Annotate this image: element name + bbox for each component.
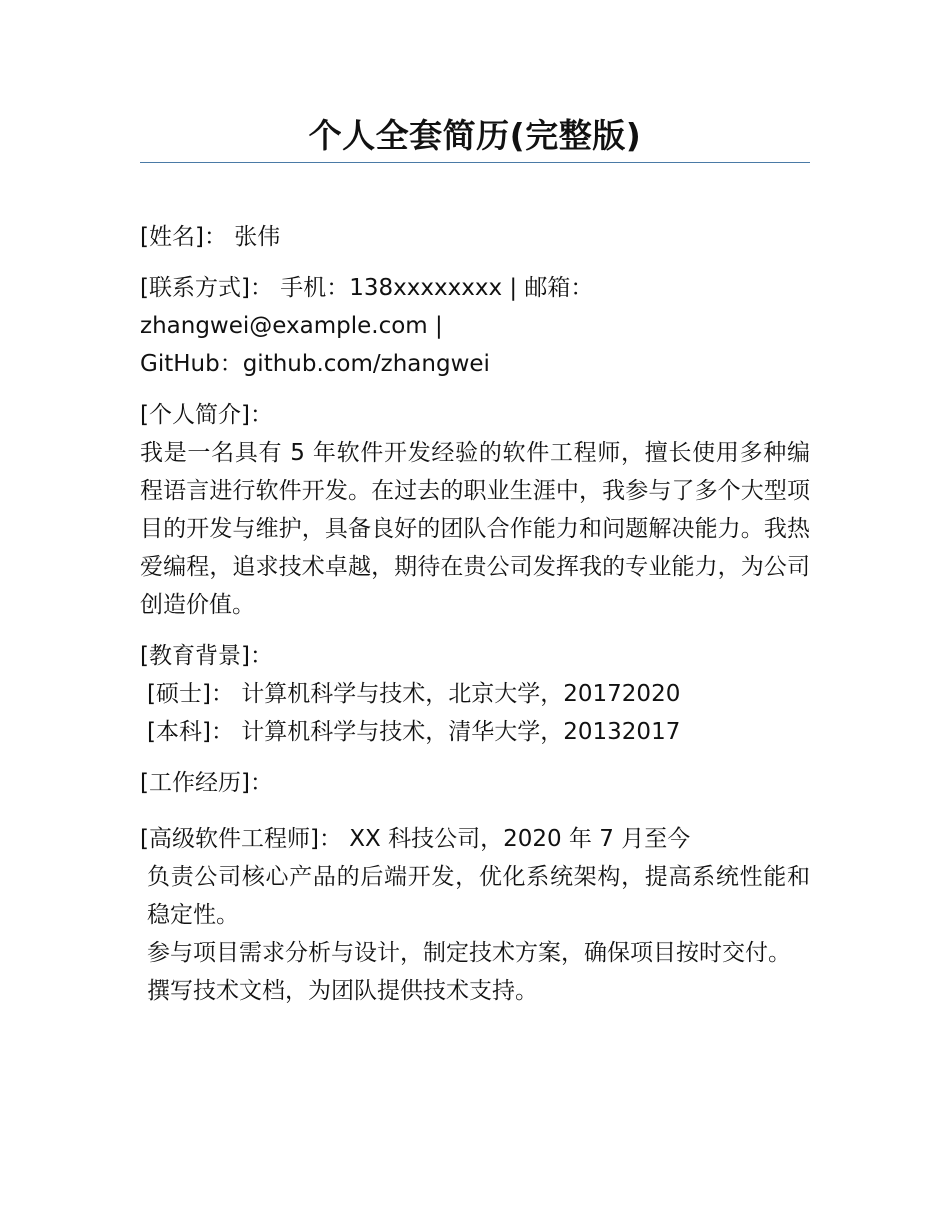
name-section — [140, 218, 810, 256]
profile-label: [个人简介]： — [140, 402, 273, 428]
job-entry — [140, 820, 810, 1010]
education-detail: 计算机科学与技术，北京大学，20172020 — [241, 681, 681, 707]
name-value: 张伟 — [234, 224, 281, 250]
contact-github: GitHub：github.com/zhangwei — [140, 351, 490, 377]
job-company: XX 科技公司，2020 年 7 月至今 — [349, 826, 691, 852]
education-degree: [本科]： — [147, 719, 234, 745]
resume-page — [140, 0, 810, 1230]
contact-phone: 手机：138xxxxxxxx | 邮箱： — [280, 275, 594, 301]
education-label: [教育背景]： — [140, 643, 273, 669]
education-section — [140, 637, 810, 751]
resume-content — [140, 218, 810, 1023]
job-duty: 撰写技术文档，为团队提供技术支持。 — [147, 978, 538, 1004]
name-label: [姓名]： — [140, 224, 227, 250]
job-position: [高级软件工程师]： — [140, 826, 342, 852]
work-label: [工作经历]： — [140, 770, 273, 796]
contact-section — [140, 269, 810, 383]
contact-line-1 — [140, 269, 810, 307]
job-duty: 负责公司核心产品的后端开发，优化系统架构，提高系统性能和稳定性。 — [147, 864, 810, 928]
profile-section — [140, 396, 810, 624]
title-divider — [140, 162, 810, 163]
education-degree: [硕士]： — [147, 681, 234, 707]
document-title: 个人全套简历(完整版) — [308, 116, 642, 155]
contact-label: [联系方式]： — [140, 275, 273, 301]
education-item — [140, 675, 810, 713]
contact-email: zhangwei@example.com | — [140, 313, 443, 339]
job-header — [140, 820, 810, 858]
work-section-header — [140, 764, 810, 802]
profile-text: 我是一名具有 5 年软件开发经验的软件工程师，擅长使用多种编程语言进行软件开发。在过去的职业生涯中，我参与了多个大型项目的开发与维护，具备良好的团队合作能力和问题解决能力。我热爱编程，追求技术卓越，期待在贵公司发挥我的专业能力，为公司创造价值。 — [140, 440, 810, 618]
name-line — [140, 218, 810, 256]
job-duty: 参与项目需求分析与设计，制定技术方案，确保项目按时交付。 — [147, 940, 791, 966]
education-item — [140, 713, 810, 751]
education-detail: 计算机科学与技术，清华大学，20132017 — [241, 719, 681, 745]
